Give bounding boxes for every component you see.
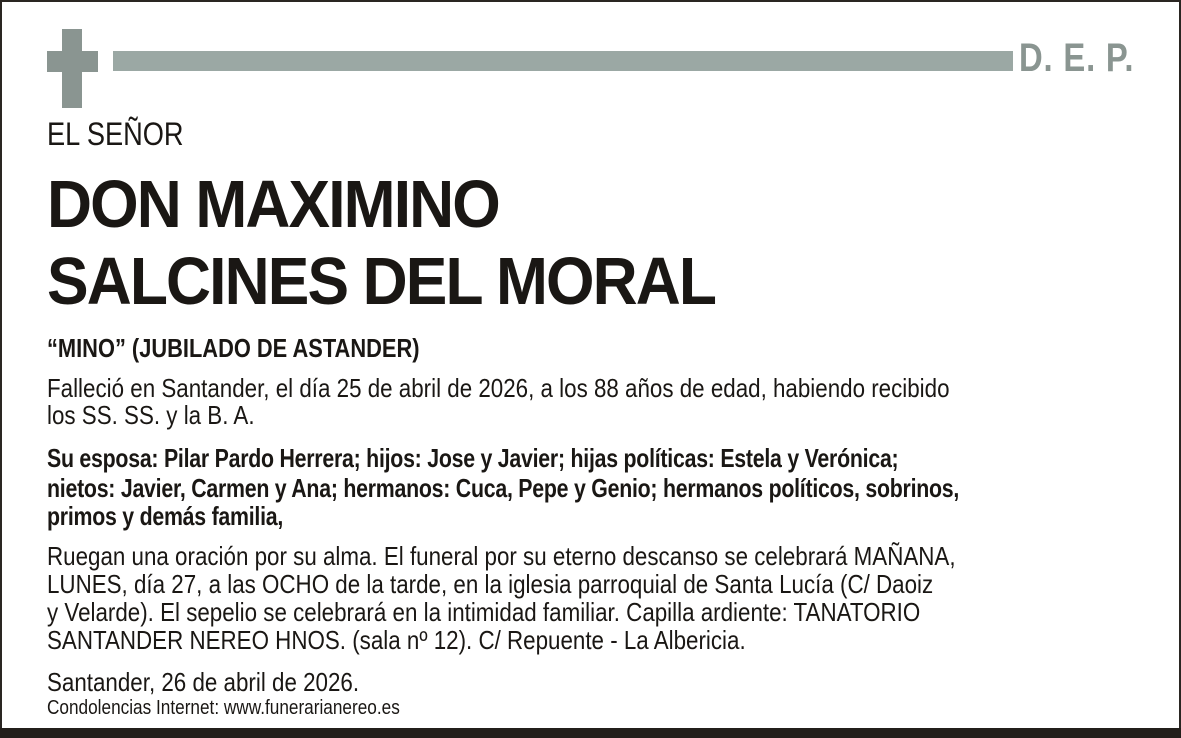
deceased-name-line-1: DON MAXIMINO: [47, 167, 499, 242]
death-line: los SS. SS. y la B. A.: [47, 400, 255, 430]
header-rule: [113, 51, 1013, 71]
death-line: Falleció en Santander, el día 25 de abril de 2026, a los 88 años de edad, habiendo recibido: [47, 373, 950, 403]
deceased-name-line-2: SALCINES DEL MORAL: [47, 244, 716, 319]
condolences-link[interactable]: Condolencias Internet: www.funerarianereo.es: [47, 697, 400, 719]
funeral-line: Ruegan una oración por su alma. El funeral por su eterno descanso se celebrará MAÑANA,: [47, 541, 956, 571]
dep-label: D. E. P.: [1019, 36, 1135, 80]
cross-icon-arm: [47, 51, 98, 72]
funeral-line: y Velarde). El sepelio se celebrará en la intimidad familiar. Capilla ardiente: TANATORIO: [47, 597, 921, 627]
funeral-line: SANTANDER NEREO HNOS. (sala nº 12). C/ Repuente - La Albericia.: [47, 625, 746, 655]
title-prefix: EL SEÑOR: [47, 116, 184, 152]
family-line: primos y demás familia,: [47, 501, 284, 531]
family-line: Su esposa: Pilar Pardo Herrera; hijos: Jose y Javier; hijas políticas: Estela y Verónica;: [47, 443, 899, 473]
nickname: “MINO” (JUBILADO DE ASTANDER): [47, 333, 420, 363]
bottom-bar: [0, 728, 1181, 738]
place-date: Santander, 26 de abril de 2026.: [47, 667, 360, 697]
funeral-line: LUNES, día 27, a las OCHO de la tarde, en la iglesia parroquial de Santa Lucía (C/ Daoiz: [47, 569, 934, 599]
family-line: nietos: Javier, Carmen y Ana; hermanos: Cuca, Pepe y Genio; hermanos políticos, sobrinos,: [47, 473, 960, 503]
